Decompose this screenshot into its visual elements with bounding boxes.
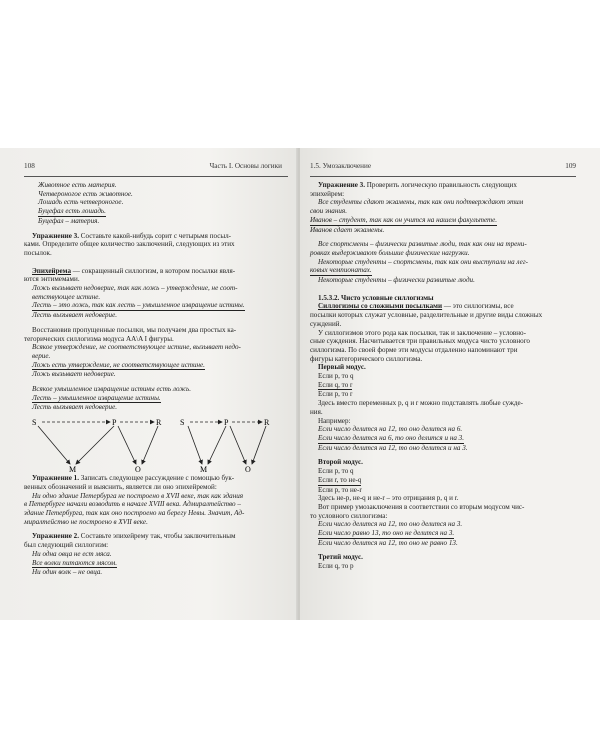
diagram-label-r: R bbox=[156, 418, 162, 428]
text-line: Здесь вместо переменных p, q и r можно подставлять любые сужде- bbox=[318, 399, 524, 408]
diagram-label-m: M bbox=[200, 465, 208, 475]
syllogism-line: Всякое умышленное извращение истины есть ложь. bbox=[32, 385, 191, 394]
quote-line: здание Петербурга, так как оно построено на берегу Невы. Значит, Ад- bbox=[24, 508, 245, 517]
text-line: У силлогизмов этого рода как посылки, так и заключение – условно- bbox=[318, 328, 526, 337]
exercise-title: Упражнение 1. bbox=[32, 474, 79, 483]
formula-line: Если p, то r bbox=[318, 390, 353, 399]
syllogism-line: Ни один волк – не овца. bbox=[32, 568, 103, 577]
diagram-label-o: O bbox=[245, 465, 251, 475]
diagram-arrow bbox=[38, 426, 70, 464]
running-head-left: Часть I. Основы логики bbox=[209, 162, 282, 170]
formula-line: Если p, то не-r bbox=[318, 485, 362, 494]
example-label: Например: bbox=[318, 416, 351, 425]
diagram-arrow bbox=[230, 426, 246, 464]
page-number-left: 108 bbox=[24, 162, 35, 170]
formula-line: Если q, то p bbox=[318, 562, 354, 571]
syllogism-line: Ложь есть утверждение, не соответствующее истине. bbox=[32, 360, 205, 369]
text-line: Здесь не-p, не-q и не-r – это отрицания p, q и r. bbox=[318, 494, 459, 503]
syllogism-line: Лесть вызывает недоверие. bbox=[32, 403, 117, 412]
header-rule-right bbox=[310, 176, 576, 177]
right-page-header bbox=[310, 162, 576, 176]
text-line: венных обозначений и выяснить, является ли оно эпихейремой: bbox=[24, 482, 217, 491]
quote-line: в Петербурге начали возводить в начале XVIII века. Адмиралтейство – bbox=[24, 500, 241, 509]
formula-line: Если q, то r bbox=[318, 380, 353, 389]
diagram-label-o: O bbox=[135, 465, 141, 475]
mode-title: Первый модус. bbox=[318, 363, 366, 372]
diagram-label-p: P bbox=[112, 418, 117, 428]
quote-line: Ни одно здание Петербурга не построено в XVII веке, так как здания bbox=[32, 491, 244, 500]
diagram-arrow bbox=[208, 426, 226, 464]
sorites-line: Животное есть материя. bbox=[38, 181, 117, 189]
example-line: ковых чемпионатах. bbox=[310, 266, 372, 275]
example-line: свои знания. bbox=[310, 207, 347, 216]
text-line: Вот пример умозаключения в соответствии со вторым модусом чис- bbox=[318, 502, 525, 511]
text-line: Записать следующее рассуждение с помощью бук- bbox=[79, 474, 235, 483]
example-line: Иванов – студент, так как он учится на нашем факультете. bbox=[310, 215, 498, 224]
left-page bbox=[0, 148, 298, 620]
exercise-3-right bbox=[310, 181, 576, 190]
sorites-block bbox=[24, 181, 288, 226]
example-line: Некоторые студенты – физически развитые люди. bbox=[318, 276, 475, 285]
syllogism-line: Всякое утверждение, не соответствующее истине, вызывает недо- bbox=[32, 343, 241, 352]
section-title: 1.5.3.2. Чисто условные силлогизмы bbox=[318, 293, 434, 302]
diagram-arrow bbox=[118, 426, 136, 464]
text-line: Составьте эпихейрему так, чтобы заключительным bbox=[79, 532, 236, 541]
quote-line: миралтейство не построено в XVII веке. bbox=[24, 517, 148, 526]
diagram-label-p: P bbox=[224, 418, 229, 428]
sorites-line: Лошадь есть четвероногое. bbox=[38, 198, 124, 207]
syllogism-figure-diagram bbox=[24, 412, 284, 474]
syllogism-line: Лесть – умышленное извращение истины. bbox=[32, 393, 161, 402]
text-line: был следующий силлогизм: bbox=[24, 541, 109, 550]
example-line: Если число делится на 6, то оно делится и на 3. bbox=[318, 433, 464, 442]
example-line: Если число делится на 12, то оно делится на 6. bbox=[318, 425, 463, 434]
example-line: Некоторые студенты – спортсмены, так как они выступали на лег- bbox=[318, 257, 528, 266]
text-line: эпихейрем: bbox=[310, 189, 345, 198]
syllogism-line: Ложь вызывает недоверие. bbox=[32, 370, 116, 379]
example-line: Если число делится на 12, то оно делится на 3. bbox=[318, 520, 463, 529]
exercise-title: Упражнение 3. bbox=[32, 231, 79, 240]
text-line: суждений. bbox=[310, 319, 342, 328]
diagram-label-s: S bbox=[180, 418, 185, 428]
example-line: Все спортсмены – физически развитые люди, так как они на трени- bbox=[318, 240, 527, 249]
example-line: Ложь вызывает недоверие, так как ложь – утверждение, не соот- bbox=[32, 284, 238, 293]
right-page bbox=[300, 148, 600, 620]
text-line: Восстановив пропущенные посылки, мы получаем два простых ка- bbox=[32, 325, 237, 334]
header-rule-left bbox=[24, 176, 288, 177]
example-line: Если число равно 13, то оно не делится на 3. bbox=[318, 529, 455, 538]
example-line: Если число делится на 12, то оно делится и на 3. bbox=[318, 443, 468, 452]
definition-line bbox=[310, 302, 576, 311]
diagram-label-m: M bbox=[69, 465, 77, 475]
syllogism-line: Все волки питаются мясом. bbox=[32, 558, 117, 567]
text-line: посылки которых служат условные, разделительные и другие виды сложных bbox=[310, 311, 543, 320]
formula-line: Если p, то q bbox=[318, 372, 354, 381]
text-line: — это силлогизмы, все bbox=[442, 302, 514, 311]
formula-line: Если p, то q bbox=[318, 467, 354, 476]
example-line: ровках выдерживают большие физические нагрузки. bbox=[310, 248, 470, 257]
exercise-1 bbox=[24, 474, 288, 483]
mode-title: Третий модус. bbox=[318, 553, 363, 562]
syllogism-line: Ни одна овца не ест мяса. bbox=[32, 549, 112, 558]
epicheirema-definition bbox=[24, 267, 288, 276]
syllogism-line: верие. bbox=[32, 351, 51, 360]
text-line: ются энтимемами. bbox=[24, 275, 80, 284]
text-line: посылок. bbox=[24, 248, 52, 257]
exercise-title: Упражнение 2. bbox=[32, 532, 79, 541]
left-page-header bbox=[24, 162, 288, 176]
text-line: Составьте какой-нибудь сорит с четырьмя посыл- bbox=[79, 231, 232, 240]
sorites-line: Буцефал – материя. bbox=[38, 216, 100, 225]
example-line: Лесть – это ложь, так как лесть – умышленное извращение истины. bbox=[32, 301, 245, 310]
diagram-arrow bbox=[188, 426, 202, 464]
text-line: — сокращенный силлогизм, в котором посылки явля- bbox=[71, 266, 236, 275]
formula-line: Если r, то не-q bbox=[318, 475, 362, 484]
diagram-label-s: S bbox=[32, 418, 37, 428]
text-line: Проверить логическую правильность следующих bbox=[365, 181, 517, 189]
example-line: ветствующее истине. bbox=[32, 292, 101, 301]
book-spread bbox=[0, 148, 600, 620]
diagram-label-r: R bbox=[264, 418, 270, 428]
example-line: Лесть вызывает недоверие. bbox=[32, 311, 117, 320]
sorites-line: Четвероногое есть животное. bbox=[38, 189, 133, 198]
example-line: Все студенты сдают экзамены, так как они подтверждают этим bbox=[318, 198, 524, 207]
term-epicheirema: Эпихейрема bbox=[32, 266, 72, 275]
text-line: силлогизма. По своей форме эти модусы отдаленно напоминают три bbox=[310, 345, 518, 354]
diagram-arrow bbox=[76, 426, 114, 464]
diagram-arrow bbox=[252, 426, 266, 464]
exercise-2 bbox=[24, 532, 288, 541]
term-complex-syllogisms: Силлогизмы со сложными посылками bbox=[318, 302, 443, 311]
text-line: фигуры категорического силлогизма. bbox=[310, 354, 423, 363]
example-line: Если число делится на 12, то оно не равно 13. bbox=[318, 538, 458, 547]
mode-title: Второй модус. bbox=[318, 458, 363, 467]
page-number-right: 109 bbox=[565, 162, 576, 170]
exercise-3-left bbox=[24, 232, 288, 241]
sorites-line: Буцефал есть лошадь. bbox=[38, 207, 106, 216]
running-head-right: 1.5. Умозаключение bbox=[310, 162, 372, 170]
text-line: тегорических силлогизма модуса AA\A I фигуры. bbox=[24, 334, 174, 343]
example-line: Иванов сдает экзамены. bbox=[310, 225, 385, 234]
text-line: сные суждения. Насчитывается три правильных модуса чисто условного bbox=[310, 337, 530, 346]
text-line: ками. Определите общее количество заключений, следующих из этих bbox=[24, 240, 235, 249]
exercise-title: Упражнение 3. bbox=[318, 181, 365, 189]
text-line: то условного силлогизма: bbox=[310, 511, 388, 520]
diagram-arrow bbox=[142, 426, 158, 464]
text-line: ния. bbox=[310, 407, 323, 416]
